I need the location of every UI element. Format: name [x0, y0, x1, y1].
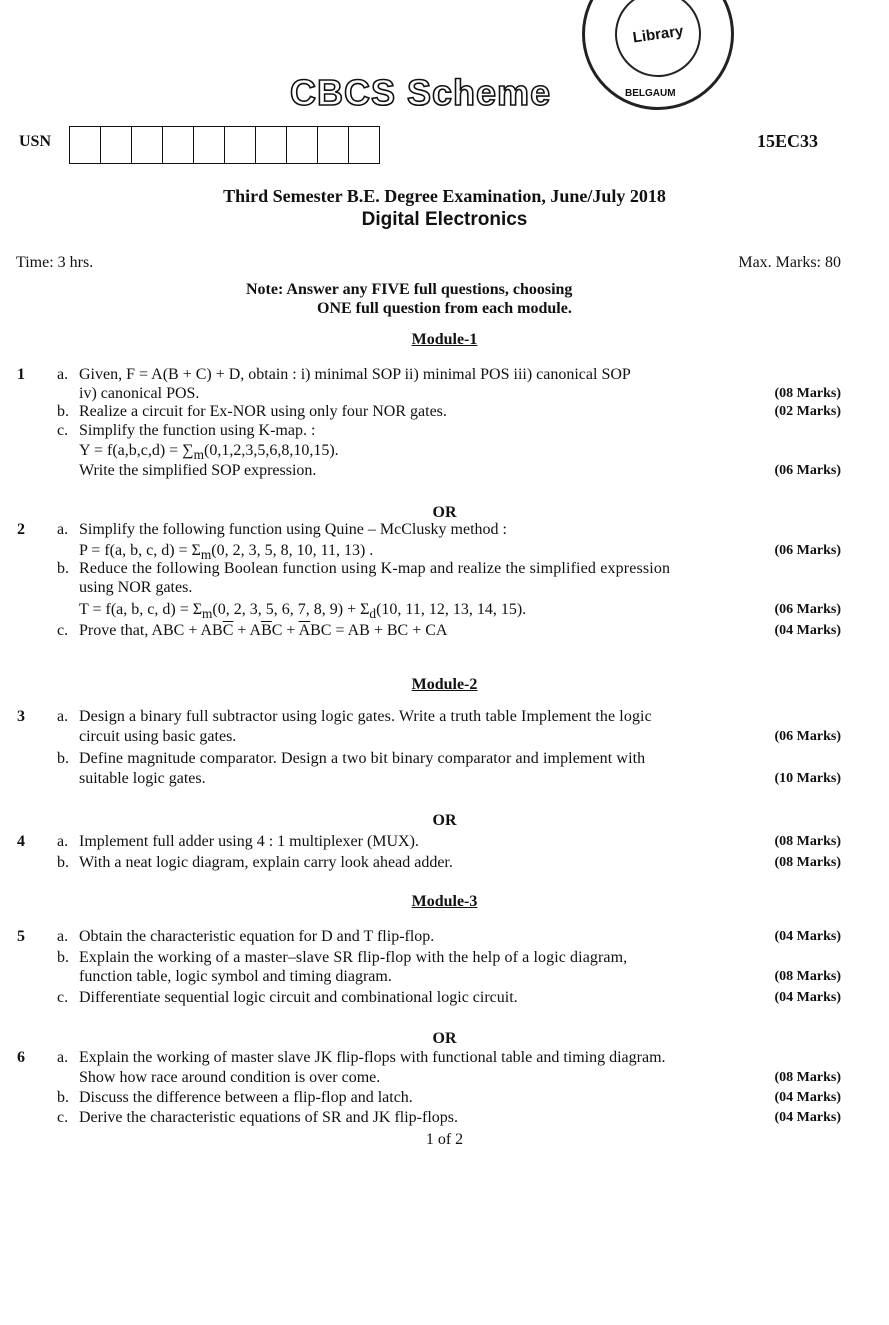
or-divider: OR	[432, 1030, 457, 1047]
module-2-heading	[0, 675, 889, 695]
subject: Digital Electronics	[361, 209, 528, 230]
formula-part: (10, 11, 12, 13, 14, 15).	[376, 601, 527, 618]
time: Time: 3 hrs.	[16, 254, 94, 271]
question-text: With a neat logic diagram, explain carry look ahead adder.	[79, 854, 453, 871]
marks: (04 Marks)	[774, 929, 841, 944]
marks: (08 Marks)	[774, 834, 841, 849]
part-letter: a.	[57, 708, 69, 725]
part-letter: a.	[57, 928, 69, 945]
question-text: Implement full adder using 4 : 1 multiplexer (MUX).	[79, 833, 419, 850]
marks: (04 Marks)	[774, 623, 841, 638]
part-letter: c.	[57, 1109, 69, 1126]
question-number: 2	[17, 521, 25, 538]
question-number: 4	[17, 833, 25, 850]
formula-part: Y = f(a,b,c,d) = ∑	[79, 442, 194, 459]
formula-part: BC = AB + BC + CA	[310, 622, 448, 639]
part-letter: a.	[57, 1049, 69, 1066]
question-number: 5	[17, 928, 25, 945]
question-text: Simplify the following function using Quine – McClusky method :	[79, 521, 507, 538]
question-text: using NOR gates.	[79, 579, 193, 596]
max-marks: Max. Marks: 80	[738, 254, 841, 271]
question-text: iv) canonical POS.	[79, 385, 200, 402]
formula-part: + A	[233, 622, 262, 639]
marks: (08 Marks)	[774, 969, 841, 984]
formula-part: (0,1,2,3,5,6,8,10,15).	[203, 442, 339, 459]
part-letter: a.	[57, 521, 69, 538]
question-text: Define magnitude comparator. Design a two bit binary comparator and implement with	[79, 750, 646, 767]
marks: (06 Marks)	[774, 543, 841, 558]
question-text: Differentiate sequential logic circuit and combinational logic circuit.	[79, 989, 518, 1006]
module-1-heading	[0, 330, 889, 350]
marks: (06 Marks)	[774, 463, 841, 478]
question-text: Write the simplified SOP expression.	[79, 462, 317, 479]
marks: (10 Marks)	[774, 771, 841, 786]
note-line-1: Note: Answer any FIVE full questions, choosing	[246, 281, 573, 298]
formula	[79, 621, 447, 641]
question-text: suitable logic gates.	[79, 770, 206, 787]
part-letter: b.	[57, 560, 69, 577]
question-text: Simplify the function using K-map. :	[79, 422, 316, 439]
subscript: d	[369, 606, 377, 622]
subject-title	[0, 210, 889, 231]
part-letter: b.	[57, 403, 69, 420]
part-letter: c.	[57, 422, 69, 439]
part-letter: b.	[57, 1089, 69, 1106]
question-text: Given, F = A(B + C) + D, obtain : i) minimal SOP ii) minimal POS iii) canonical SOP	[79, 366, 631, 383]
usn-label: USN	[19, 133, 52, 150]
question-text: Design a binary full subtractor using logic gates. Write a truth table Implement the logic	[79, 708, 652, 725]
question-number: 3	[17, 708, 25, 725]
exam-title: Third Semester B.E. Degree Examination, June/July 2018	[223, 186, 666, 206]
stamp-label: Library	[609, 0, 706, 83]
question-text: circuit using basic gates.	[79, 728, 237, 745]
marks: (04 Marks)	[774, 1090, 841, 1105]
module-label: Module-3	[411, 893, 478, 910]
part-letter: b.	[57, 949, 69, 966]
marks: (04 Marks)	[774, 1110, 841, 1125]
marks: (06 Marks)	[774, 602, 841, 617]
formula-part: C +	[271, 622, 299, 639]
overline-part: $\overline{B}$	[261, 622, 272, 639]
question-text: function table, logic symbol and timing diagram.	[79, 968, 392, 985]
question-text: Show how race around condition is over come.	[79, 1069, 381, 1086]
marks: (08 Marks)	[774, 855, 841, 870]
question-number: 1	[17, 366, 25, 383]
library-stamp	[582, 0, 734, 110]
module-3-heading	[0, 892, 889, 912]
formula-part: (0, 2, 3, 5, 8, 10, 11, 13) .	[211, 542, 374, 559]
stamp-ring: BELGAUM	[625, 88, 676, 99]
formula-part: Prove that, ABC + AB	[79, 622, 223, 639]
usn-boxes[interactable]	[69, 126, 380, 164]
marks: (08 Marks)	[774, 1070, 841, 1085]
question-text: Obtain the characteristic equation for D and T flip-flop.	[79, 928, 435, 945]
formula-part: P = f(a, b, c, d) = Σ	[79, 542, 201, 559]
overline-part: $\overline{A}$	[298, 622, 311, 639]
marks: (02 Marks)	[774, 404, 841, 419]
subscript: m	[193, 447, 204, 463]
note-line-2: ONE full question from each module.	[317, 300, 572, 317]
part-letter: b.	[57, 854, 69, 871]
module-label: Module-1	[411, 331, 478, 348]
part-letter: c.	[57, 989, 69, 1006]
or-divider: OR	[432, 504, 457, 521]
marks: (08 Marks)	[774, 386, 841, 401]
subscript: m	[202, 606, 213, 622]
question-text: Discuss the difference between a flip-flop and latch.	[79, 1089, 413, 1106]
question-text: Realize a circuit for Ex-NOR using only four NOR gates.	[79, 403, 447, 420]
scheme-logo: CBCS Scheme	[290, 72, 552, 113]
part-letter: a.	[57, 833, 69, 850]
question-text: Explain the working of a master–slave SR flip-flop with the help of a logic diagram,	[79, 949, 628, 966]
question-text: Derive the characteristic equations of SR and JK flip-flops.	[79, 1109, 458, 1126]
question-text: Explain the working of master slave JK flip-flops with functional table and timing diagram.	[79, 1049, 666, 1066]
question-number: 6	[17, 1049, 25, 1066]
formula-part: (0, 2, 3, 5, 6, 7, 8, 9) + Σ	[212, 601, 370, 618]
or-divider: OR	[432, 812, 457, 829]
page-number: 1 of 2	[425, 1131, 464, 1148]
marks: (04 Marks)	[774, 990, 841, 1005]
part-letter: a.	[57, 366, 69, 383]
subscript: m	[200, 547, 212, 563]
module-label: Module-2	[411, 676, 478, 693]
part-letter: c.	[57, 622, 69, 639]
overline-part: $\overline{C}$	[222, 622, 234, 639]
question-text: Reduce the following Boolean function using K-map and realize the simplified expression	[79, 560, 671, 577]
marks: (06 Marks)	[774, 729, 841, 744]
formula-part: T = f(a, b, c, d) = Σ	[79, 601, 203, 618]
part-letter: b.	[57, 750, 69, 767]
subject-code: 15EC33	[757, 131, 819, 151]
